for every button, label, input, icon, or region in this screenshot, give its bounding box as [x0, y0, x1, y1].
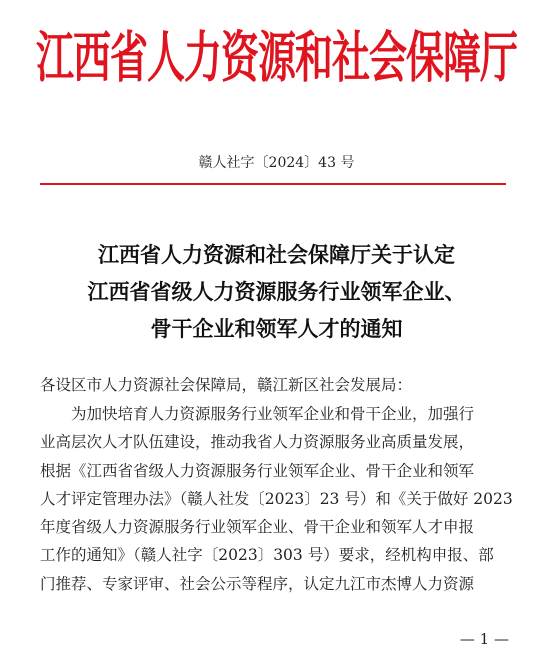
body-line: 为加快培育人力资源服务行业领军企业和骨干企业，加强行	[71, 405, 475, 423]
title-line-1: 江西省人力资源和社会保障厅关于认定	[98, 242, 455, 267]
body-line: 人才评定管理办法》（赣人社发〔2023〕23 号）和《关于做好 2023	[40, 489, 513, 508]
body-line: 工作的通知》（赣人社字〔2023〕303 号）要求，经机构申报、部	[40, 546, 494, 565]
title-line-3: 骨干企业和领军人才的通知	[150, 316, 403, 341]
document-number: 赣人社字〔2024〕43 号	[198, 155, 355, 171]
body-line: 业高层次人才队伍建设，推动我省人力资源服务业高质量发展，	[40, 433, 475, 452]
body-line: 门推荐、专家评审、社会公示等程序，认定九江市杰博人力资源	[40, 574, 475, 593]
notice-title	[0, 236, 553, 347]
body-line: 年度省级人力资源服务行业领军企业、骨干企业和领军人才申报	[40, 518, 475, 537]
body-paragraph	[40, 400, 513, 598]
title-line-2: 江西省省级人力资源服务行业领军企业、	[87, 279, 466, 304]
body-line: 根据《江西省省级人力资源服务行业领军企业、骨干企业和领军	[40, 461, 475, 480]
salutation: 各设区市人力资源社会保障局，赣江新区社会发展局：	[40, 376, 413, 394]
page-number: — 1 —	[459, 630, 509, 648]
red-divider-line	[40, 183, 506, 185]
issuer-masthead: 江西省人力资源和社会保障厅	[35, 24, 517, 90]
